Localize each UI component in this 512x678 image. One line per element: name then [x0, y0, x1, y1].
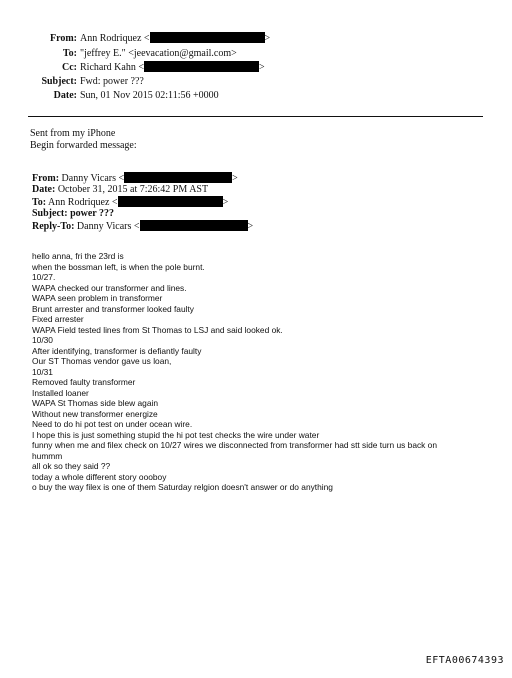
header-subject-label: Subject: [41, 76, 77, 87]
header-date-label: Date: [53, 90, 77, 101]
body-line: hummm [32, 450, 63, 461]
body-line: Need to do hi pot test on under ocean wire. [32, 419, 193, 429]
fwd-replyto-row [32, 220, 253, 232]
header-from-value: Ann Rodriquez < [80, 33, 150, 44]
body-line: WAPA St Thomas side blew again [32, 398, 158, 408]
body-line: hello anna, fri the 23rd is [32, 251, 124, 261]
fwd-date-row [32, 184, 253, 196]
body-line: Fixed arrester [32, 314, 84, 324]
fwd-to-row [32, 196, 253, 208]
fwd-to-value: Ann Rodriquez < [48, 197, 118, 208]
body-line: Brunt arrester and transformer looked faulty [32, 303, 194, 314]
header-from-label: From: [49, 33, 77, 44]
body-line: Removed faulty transformer [32, 377, 136, 387]
message-body [32, 251, 502, 493]
body-line: After identifying, transformer is defiantly faulty [32, 345, 202, 356]
bates-number: EFTA00674393 [425, 655, 504, 666]
header-cc-label: Cc: [62, 62, 77, 73]
body-line: Without new transformer energize [32, 408, 158, 419]
header-from-bracket: > [264, 33, 271, 44]
body-line: WAPA Field tested lines from St Thomas to LSJ and said looked ok. [32, 324, 283, 335]
header-divider [28, 116, 483, 117]
fwd-from-label: From: [32, 173, 60, 184]
fwd-replyto-label: Reply-To: [32, 221, 75, 232]
body-line: 10/31 [32, 366, 53, 377]
body-line: today a whole different story oooboy [32, 471, 167, 482]
body-line: I hope this is just something stupid the hi pot test checks the wire under water [32, 429, 320, 440]
body-line: when the bossman left, is when the pole burnt. [32, 261, 205, 272]
header-date-value: Sun, 01 Nov 2015 02:11:56 +0000 [80, 90, 219, 101]
body-line: o buy the way filex is one of them Saturday relgion doesn't answer or do anything [32, 482, 333, 492]
header-to-label: To: [62, 48, 77, 59]
sent-from-line: Sent from my iPhone [30, 128, 116, 139]
body-line: WAPA checked our transformer and lines. [32, 282, 187, 293]
fwd-to-bracket: > [222, 197, 229, 208]
body-line: WAPA seen problem in transformer [32, 293, 163, 303]
body-line: 10/30 [32, 335, 53, 345]
fwd-to-label: To: [32, 197, 47, 208]
fwd-date-value: October 31, 2015 at 7:26:42 PM AST [57, 184, 209, 195]
header-cc-bracket: > [258, 62, 265, 73]
fwd-subject-row [32, 208, 253, 220]
fwd-from-row [32, 172, 253, 184]
redaction-box [140, 220, 248, 231]
header-cc-value: Richard Kahn < [80, 62, 144, 73]
header-to-value: "jeffrey E." <jeevacation@gmail.com> [80, 48, 237, 59]
body-line: funny when me and filex check on 10/27 wires we disconnected from transformer had stt side turn us back on [32, 440, 438, 450]
fwd-subject-value: power ??? [70, 208, 115, 219]
redaction-box [150, 32, 265, 43]
fwd-replyto-bracket: > [247, 221, 254, 232]
header-subject-value: Fwd: power ??? [80, 76, 144, 87]
redaction-box [144, 61, 259, 72]
fwd-from-value: Danny Vicars < [61, 173, 125, 184]
fwd-subject-label: Subject: [32, 208, 68, 219]
forwarded-header [32, 172, 253, 232]
body-line: Our ST Thomas vendor gave us loan, [32, 356, 172, 366]
fwd-date-label: Date: [32, 184, 56, 195]
forwarded-intro-line: Begin forwarded message: [30, 140, 137, 151]
body-line: 10/27. [32, 272, 56, 282]
fwd-replyto-value: Danny Vicars < [76, 221, 140, 232]
body-line: all ok so they said ?? [32, 461, 111, 471]
fwd-from-bracket: > [232, 173, 238, 184]
redaction-box [118, 196, 223, 207]
sent-block [30, 128, 137, 152]
body-line: Installed loaner [32, 387, 89, 398]
redaction-box [124, 172, 232, 183]
